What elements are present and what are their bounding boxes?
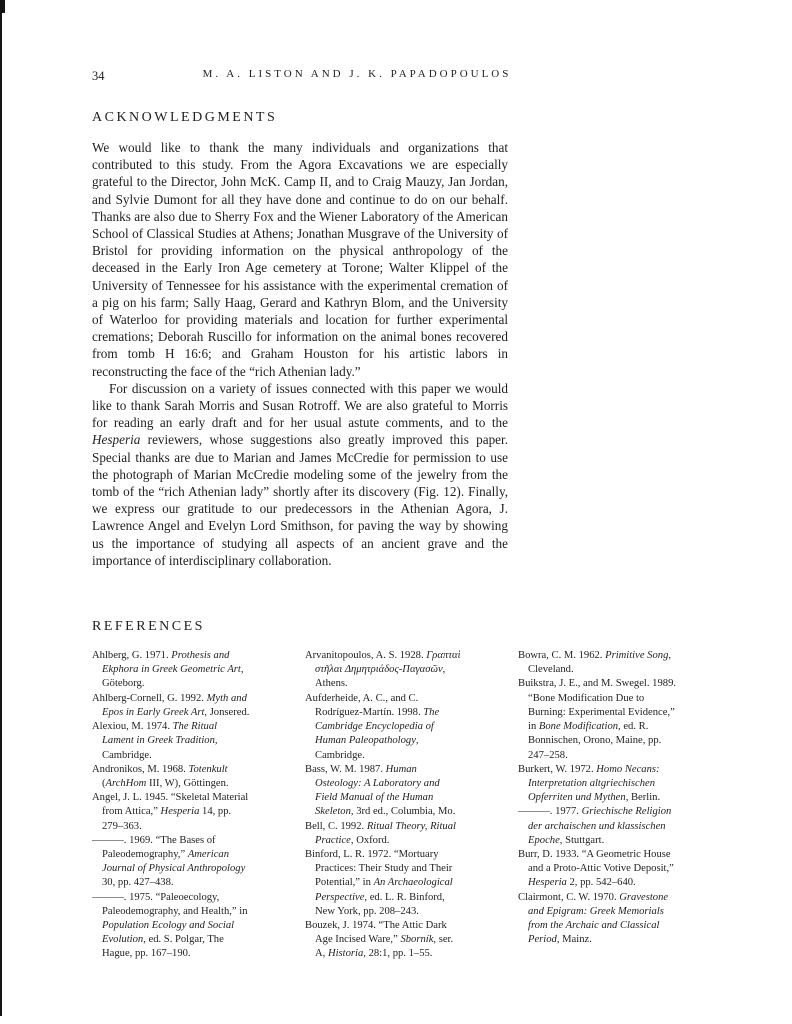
- italic-text-run: Hesperia: [160, 806, 200, 818]
- reference-entry: [92, 891, 250, 962]
- text-run: , ed. R. Bonnischen, Orono, Maine, pp. 247–258.: [528, 721, 662, 761]
- text-run: , 3rd ed., Columbia, Mo.: [350, 806, 456, 818]
- text-run: Ahlberg-Cornell, G. 1992.: [92, 692, 207, 704]
- reference-entry: [518, 848, 676, 891]
- reference-entry: [518, 677, 676, 762]
- italic-text-run: Γραπταὶ στῆλαι Δημητριάδος-Παγασῶν: [315, 650, 461, 676]
- text-run: Arvanitopoulos, A. S. 1928.: [305, 650, 427, 662]
- text-run: Burkert, W. 1972.: [518, 763, 597, 775]
- references-column-1: [92, 649, 250, 961]
- scan-artifact-line: [0, 0, 2, 1016]
- text-run: Binford, L. R. 1972. “Mortuary Practices: Their Study and Their Potential,” in: [305, 848, 453, 889]
- text-run: 2, pp. 542–640.: [566, 877, 636, 889]
- text-run: Aufderheide, A. C., and C. Rodríguez-Martín. 1998.: [305, 692, 424, 718]
- text-run: Alexiou, M. 1974.: [92, 721, 173, 733]
- italic-text-run: Hesperia: [528, 877, 567, 889]
- text-run: We would like to thank the many individuals and organizations that contributed to this study. From the Agora Excavations we are especially grateful to the Director, John McK. Camp II, and to Craig Mauzy, Jan Jordan, and Sylvie Dumont for all they have done and continue to do on our behalf. Thanks are also due to Sherry Fox and the Wiener Laboratory of the American School of Classical Studies at Athens; Jonathan Musgrave of the University of Bristol for providing information on the physical anthropology of the deceased in the Early Iron Age cemetery at Torone; Walter Klippel of the University of Tennessee for his assistance with the experimental cremation of a pig on his farm; Sally Haag, Gerard and Kathryn Blom, and the University of Waterloo for providing materials and location for further experimental cremations; Deborah Ruscillo for information on the animal bones recovered from tomb H 16:6; and Graham Houston for his artistic labors in reconstructing the face of the “rich Athenian lady.”: [92, 140, 508, 379]
- reference-entry: [305, 848, 463, 919]
- italic-text-run: Human Osteology: A Laboratory and Field Manual of the Human Skeleton: [315, 763, 440, 818]
- text-run: , Berlin.: [625, 792, 661, 804]
- italic-text-run: Historia: [327, 948, 364, 960]
- text-run: , Jonsered.: [204, 706, 250, 718]
- text-run: 30, pp. 427–438.: [102, 877, 174, 889]
- text-run: , Göteborg.: [102, 664, 244, 690]
- text-run: Buikstra, J. E., and M. Swegel. 1989. “Bone Modification Due to Burning: Experimental Evidence,” in: [518, 678, 677, 733]
- text-run: Clairmont, C. W. 1970.: [518, 891, 620, 903]
- italic-text-run: Sborník: [400, 934, 434, 946]
- italic-text-run: Griechische Religion der archaischen und klassischen Epoche: [528, 806, 672, 846]
- reference-entry: [518, 763, 676, 806]
- text-run: III, W), Göttingen.: [146, 777, 229, 789]
- italic-text-run: Ritual Theory, Ritual Practice: [315, 820, 456, 846]
- italic-text-run: An Archaeological Perspective: [315, 877, 453, 903]
- text-run: , Cambridge.: [315, 735, 419, 761]
- italic-text-run: Bone Modification: [538, 721, 619, 733]
- italic-text-run: ArchHom: [105, 777, 147, 789]
- text-run: Bouzek, J. 1974. “The Attic Dark Age Incised Ware,”: [305, 919, 447, 946]
- italic-text-run: The Ritual Lament in Greek Tradition: [102, 721, 218, 747]
- italic-text-run: Hesperia: [92, 432, 141, 448]
- text-run: , ed. L. R. Binford, New York, pp. 208–243.: [315, 891, 445, 917]
- page-content: [92, 68, 676, 962]
- italic-text-run: Population Ecology and Social Evolution: [102, 919, 235, 946]
- reference-entry: [92, 763, 250, 791]
- italic-text-run: Gravestone and Epigram: Greek Memorials from the Archaic and Classical Period: [528, 891, 669, 946]
- text-run: Bell, C. 1992.: [305, 820, 367, 832]
- text-run: Bass, W. M. 1987.: [305, 763, 386, 775]
- page-number: 34: [92, 69, 105, 83]
- acknowledgments-paragraph: [92, 380, 508, 569]
- text-run: , Cambridge.: [102, 735, 218, 761]
- reference-entry: [518, 891, 676, 948]
- text-run: , Mainz.: [556, 934, 592, 946]
- text-run: (: [102, 777, 106, 789]
- references-column-2: [305, 649, 463, 961]
- running-head: M. A. LISTON AND J. K. PAPADOPOULOS: [202, 68, 512, 80]
- text-run: Andronikos, M. 1968.: [92, 763, 189, 775]
- text-run: reviewers, whose suggestions also greatly improved this paper. Special thanks are due to Marian and James McCredie for permission to use the photograph of Marian McCredie modeling some of the jewelry from the tomb of the “rich Athenian lady” shortly after its discovery (Fig. 12). Finally, we express our gratitude to our predecessors in the Athenian Agora, J. Lawrence Angel and Evelyn Lord Smithson, for paving the way by showing us the importance of studying all aspects of an ancient grave and the importance of interdisciplinary collaboration.: [92, 432, 508, 568]
- italic-text-run: Homo Necans: Interpretation altgriechischen Opferriten und Mythen: [528, 763, 660, 804]
- text-run: Bowra, C. M. 1962.: [518, 650, 606, 662]
- references-column-3: [518, 649, 676, 961]
- reference-entry: [92, 692, 250, 720]
- text-run: ———. 1969. “The Bases of Paleodemography,”: [92, 834, 216, 860]
- references-columns: [92, 649, 676, 961]
- acknowledgments-paragraphs: [92, 139, 508, 569]
- reference-entry: [92, 791, 250, 834]
- italic-text-run: The Cambridge Encyclopedia of Human Paleopathology: [315, 706, 440, 747]
- page-header: [92, 68, 622, 84]
- italic-text-run: Myth and Epos in Early Greek Art: [102, 692, 247, 718]
- text-run: 14, pp. 279–363.: [102, 806, 232, 832]
- reference-entry: [305, 692, 463, 763]
- text-run: Burr, D. 1933. “A Geometric House and a Proto-Attic Votive Deposit,”: [518, 848, 674, 875]
- reference-entry: [92, 649, 250, 692]
- italic-text-run: Totenkult: [188, 763, 228, 775]
- text-run: Angel, J. L. 1945. “Skeletal Material from Attica,”: [92, 792, 249, 818]
- text-run: , 28:1, pp. 1–55.: [363, 948, 433, 960]
- reference-entry: [518, 649, 676, 677]
- acknowledgments-heading: ACKNOWLEDGMENTS: [92, 110, 278, 125]
- text-run: ———. 1977.: [518, 806, 582, 818]
- text-run: , Stuttgart.: [559, 834, 605, 846]
- reference-entry: [92, 720, 250, 763]
- reference-entry: [518, 805, 676, 848]
- reference-entry: [305, 763, 463, 820]
- text-run: Ahlberg, G. 1971.: [92, 650, 172, 662]
- text-run: For discussion on a variety of issues connected with this paper we would like to thank Sarah Morris and Susan Rotroff. We are also grateful to Morris for reading an early draft and for her usual astute comments, and to the: [92, 380, 508, 431]
- text-run: , Cleveland.: [528, 650, 672, 676]
- text-run: , Athens.: [315, 664, 446, 690]
- italic-text-run: American Journal of Physical Anthropology: [102, 848, 246, 875]
- text-run: , ed. S. Polgar, The Hague, pp. 167–190.: [102, 934, 224, 960]
- reference-entry: [305, 649, 463, 692]
- acknowledgments-paragraph: [92, 139, 508, 380]
- text-run: ———. 1975. “Paleoecology, Paleodemography, and Health,” in: [92, 891, 248, 917]
- reference-entry: [305, 919, 463, 962]
- text-run: , ser. A,: [315, 934, 454, 960]
- reference-entry: [92, 834, 250, 891]
- scan-artifact-corner: [0, 0, 5, 13]
- italic-text-run: Primitive Song: [605, 650, 669, 662]
- italic-text-run: Prothesis and Ekphora in Greek Geometric Art: [102, 650, 241, 676]
- references-heading: REFERENCES: [92, 619, 205, 635]
- reference-entry: [305, 820, 463, 848]
- text-run: , Oxford.: [350, 834, 390, 846]
